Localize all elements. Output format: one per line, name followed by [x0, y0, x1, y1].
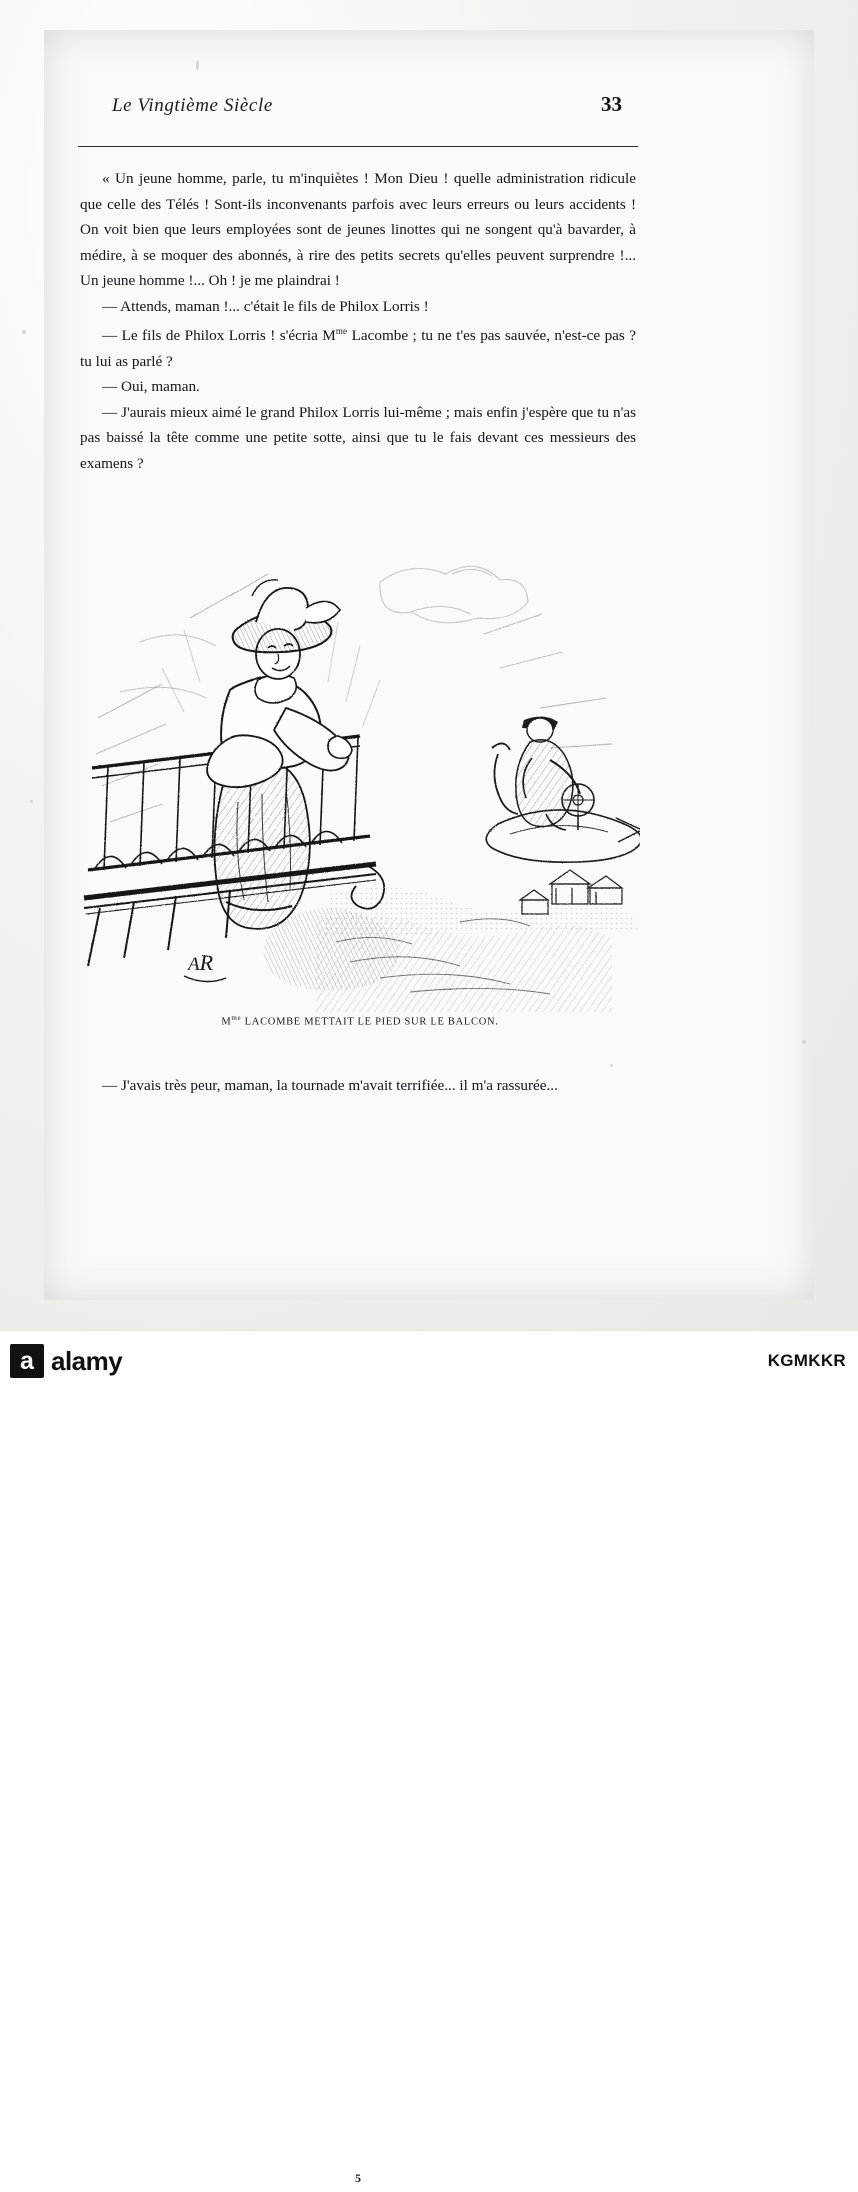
signature-mark: 5 — [355, 2171, 361, 2185]
page-header — [112, 92, 622, 117]
paragraph-1: « Un jeune homme, parle, tu m'inquiètes ! Mon Dieu ! quelle administration ridicule que celle des Télés ! Sont-ils inconvenants parfois avec leurs erreurs ou leurs accidents ! On voit bien que leurs employées sont de jeunes linottes qui ne songent qu'à bavarder, à médire, à se moquer des abonnés, à rire des petits secrets qu'elles peuvent surprendre !... Un jeune homme !... Oh ! je me plaindrai ! — [80, 170, 636, 289]
paper-speck — [22, 330, 26, 334]
paper-speck — [196, 60, 199, 70]
paragraph-2: — Attends, maman !... c'était le fils de Philox Lorris ! — [102, 297, 429, 315]
figure-caption-prefix: M — [221, 1016, 232, 1028]
tail-paragraph: — J'avais très peur, maman, la tournade m'avait terrifiée... il m'a rassurée... — [102, 1077, 558, 1095]
figure-caption — [80, 1014, 640, 1028]
alamy-logo — [10, 1344, 122, 1378]
paragraph-5: — J'aurais mieux aimé le grand Philox Lorris lui-même ; mais enfin j'espère que tu n'as pas baissé la tête comme une petite sotte, ainsi que tu le fais devant ces messieurs des examens ? — [80, 403, 636, 472]
alamy-logo-mark: a — [10, 1344, 44, 1378]
figure — [80, 522, 640, 1042]
paper-speck — [802, 1040, 806, 1044]
header-rule — [78, 146, 638, 147]
body-text — [80, 166, 636, 476]
paragraph-3-superscript: me — [335, 326, 348, 336]
artist-monogram: AR — [188, 950, 214, 975]
paper-speck — [30, 800, 33, 803]
paragraph-3 — [80, 319, 636, 374]
image-id-label: KGMKKR — [767, 1351, 846, 1370]
illustration-airship-balcony — [80, 522, 640, 1012]
page-number: 33 — [601, 92, 622, 116]
running-title: Le Vingtième Siècle — [112, 95, 273, 116]
stock-footer — [0, 1330, 858, 1391]
paragraph-3-suffix: Lacombe ; tu ne t'es pas sauvée, n'est-ce pas ? tu lui as parlé ? — [80, 327, 636, 370]
figure-caption-text: LACOMBE METTAIT LE PIED SUR LE BALCON. — [241, 1016, 499, 1028]
paragraph-3-prefix: — Le fils de Philox Lorris ! s'écria M — [102, 327, 336, 345]
figure-caption-superscript: me — [231, 1014, 242, 1022]
paragraph-4: — Oui, maman. — [102, 378, 200, 396]
alamy-logo-wordmark: alamy — [51, 1345, 123, 1376]
